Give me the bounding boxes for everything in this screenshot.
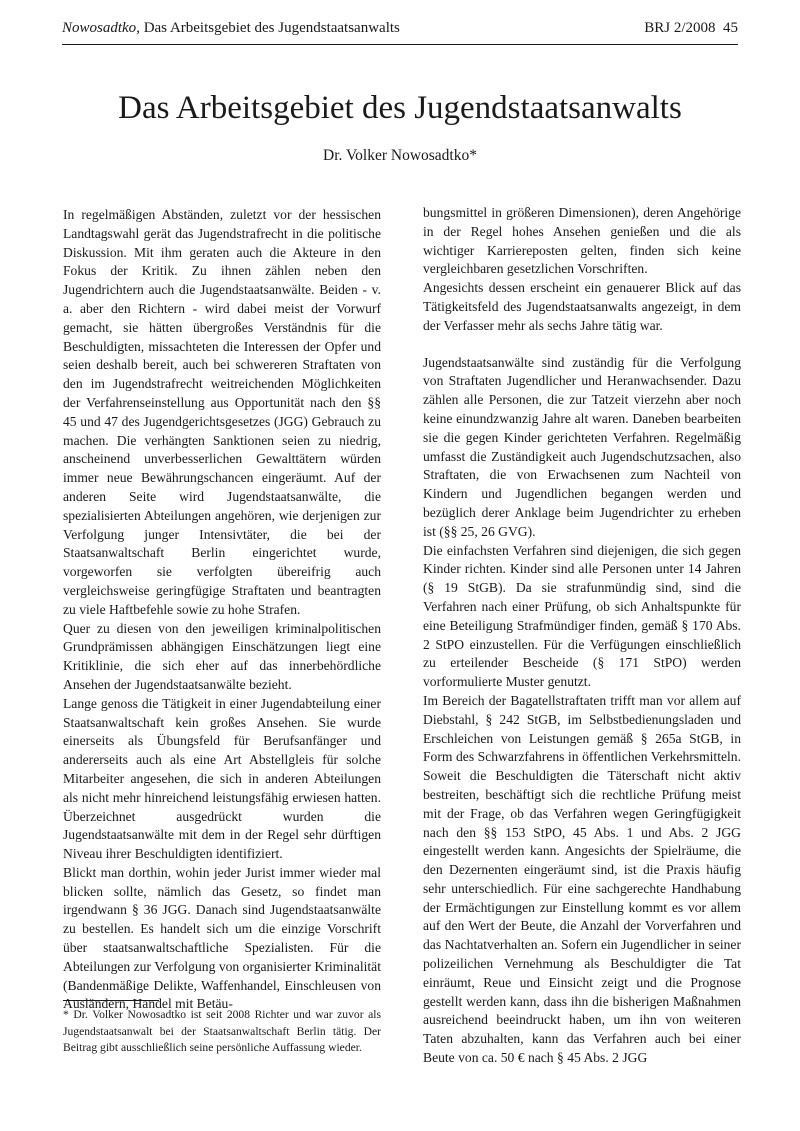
header-separator: , [136, 20, 144, 36]
header-rule [62, 44, 738, 45]
paragraph: Lange genoss die Tätigkeit in einer Jugendabteilung einer Staatsanwaltschaft kein großes Ansehen. Sie wurde einerseits als Übungsfeld für Berufsanfänger und andererseits auch als eine Art Abstellgleis für solche Mitarbeiter angesehen, die sich in anderen Abteilungen als nicht mehr hinreichend leistungsfähig erwiesen hatten. Überzeichnet ausgedrückt wurden die Jugendstaatsanwälte mit dem in der Regel sehr dürftigen Niveau ihrer Beschuldigten identifiziert. [63, 695, 381, 862]
article-byline: Dr. Volker Nowosadtko* [323, 147, 477, 164]
paragraph: bungsmittel in größeren Dimensionen), deren Angehörige in der Regel hohes Ansehen genießen und die als wichtiger Karriereposten gelten, finden sich keine vergleichbaren gesetzlichen Vorschriften. [423, 205, 741, 277]
footnote: * Dr. Volker Nowosadtko ist seit 2008 Richter und war zuvor als Jugendstaatsanwalt bei der Staatsanwaltschaft Berlin tätig. Der Beitrag gibt ausschließlich seine persönliche Auffassung wieder. [63, 1008, 381, 1054]
paragraph: In regelmäßigen Abständen, zuletzt vor der hessischen Landtagswahl gerät das Jugendstrafrecht in die politische Diskussion. Mit ihm geraten auch die Akteure in den Fokus der Kritik. Zu ihnen zählen neben den Jugendrichtern auch die Jugendstaatsanwälte. Beiden - v. a. aber den Richtern - wird dabei meist der Vorwurf gemacht, sie hätten übergroßes Verständnis für die Beschuldigten, missachteten die Interessen der Opfer und seien deshalb bereit, auch bei schwereren Straftaten von den im Jugendstrafrecht weitreichenden Möglichkeiten der Verfahrenseinstellung aus Opportunität nach den §§ 45 und 47 des Jugendgerichtsgesetzes (JGG) Gebrauch zu machen. Die verhängten Sanktionen seien zu niedrig, anscheinend unverbesserlichen Gewalttätern würden immer neue Bewährungschancen eingeräumt. Auf der anderen Seite wird Jugendstaatsanwälte, die spezialisierten Abteilungen angehören, wie derjenigen zur Verfolgung junger Intensivtäter, die bei der Staatsanwaltschaft Berlin eingerichtet wurde, vorgeworfen sie verfolgten übereifrig auch vergleichsweise geringfügige Straftaten und beantragten zu viele Haftbefehle sowie zu hohe Strafen. [63, 207, 381, 617]
paragraph: Quer zu diesen von den jeweiligen kriminalpolitischen Grundprämissen abhängigen Einschätzungen liegt eine Kritiklinie, die sich eher auf das innerbehördliche Ansehen der Jugendstaatsanwälte bezieht. [63, 620, 381, 692]
right-column [423, 204, 741, 1068]
running-header-right [644, 18, 738, 38]
article-title: Das Arbeitsgebiet des Jugendstaatsanwalts [118, 90, 682, 126]
header-running-title: Das Arbeitsgebiet des Jugendstaatsanwalts [143, 20, 400, 36]
running-header-left [62, 18, 400, 38]
footnote-rule [63, 1000, 159, 1001]
running-header [62, 18, 738, 38]
paragraph: Die einfachsten Verfahren sind diejenigen, die sich gegen Kinder richten. Kinder sind alle Personen unter 14 Jahren (§ 19 StGB). Da sie strafunmündig sind, sind die Verfahren nach einer Prüfung, ob sich Anhaltspunkte für eine Beteiligung Strafmündiger finden, gemäß § 170 Abs. 2 StPO einzustellen. Für die Verfügungen einschließlich zu erteilender Bescheide (§ 171 StPO) werden vorformulierte Muster genutzt. [423, 542, 741, 690]
paragraph: Angesichts dessen erscheint ein genauerer Blick auf das Tätigkeitsfeld des Jugendstaatsanwalts angezeigt, in dem der Verfasser mehr als sechs Jahre tätig war. [423, 280, 741, 333]
paragraph: Blickt man dorthin, wohin jeder Jurist immer wieder mal blicken sollte, nämlich das Gesetz, so findet man irgendwann § 36 JGG. Danach sind Jugendstaatsanwälte zu bestellen. Es handelt sich um die einzige Vorschrift über staatsanwaltschaftliche Spezialisten. Für die Abteilungen zur Verfolgung von organisierter Kriminalität (Bandenmäßige Delikte, Waffenhandel, Einschleusen von Ausländern, Handel mit Betäu- [63, 864, 381, 1012]
paragraph: Jugendstaatsanwälte sind zuständig für die Verfolgung von Straftaten Jugendlicher und Heranwachsender. Dazu zählen alle Personen, die zur Tatzeit vierzehn aber noch keine einundzwanzig Jahre alt waren. Daneben bearbeiten sie die gegen Kinder gerichteten Verfahren. Regelmäßig umfasst die Zuständigkeit auch Jugendschutzsachen, also Straftaten, die von Erwachsenen zum Nachteil von Kindern und Jugendlichen begangen werden und bezüglich derer Anklage beim Jugendrichter zu erheben ist (§§ 25, 26 GVG). [423, 354, 741, 539]
header-journal: BRJ 2/2008 [644, 20, 716, 36]
header-page-number: 45 [723, 20, 738, 36]
header-author: Nowosadtko [62, 20, 137, 36]
paragraph: Im Bereich der Bagatellstraftaten trifft man vor allem auf Diebstahl, § 242 StGB, im Selbstbedienungsladen und Erschleichen von Leistungen gemäß § 265a StGB, in Form des Schwarzfahrens in öffentlichen Verkehrsmitteln. Soweit die Beschuldigten die Täterschaft nicht aktiv bestreiten, beschäftigt sich die rechtliche Prüfung meist mit der Frage, ob das Verfahren wegen Geringfügigkeit nach den §§ 153 StPO, 45 Abs. 1 und Abs. 2 JGG eingestellt werden kann. Angesichts der Spielräume, die den Dezernenten eingeräumt sind, ist die Praxis häufig sehr unterschiedlich. Für eine sachgerechte Handhabung der Ermächtigungen zur Einstellung kommt es vor allem auf den Wert der Beute, die Anzahl der Vorverfahren und das Nachtatverhalten an. Sofern ein Jugendlicher in seiner polizeilichen Vernehmung als Beschuldigter die Tat einräumt, Reue und Einsicht zeigt und die Prognose gestellt werden kann, dass ihn die bisherigen Maßnahmen ausreichend beeindruckt haben, um ihn von weiteren Taten abzuhalten, kann das Verfahren auch bei einer Beute von ca. 50 € nach § 45 Abs. 2 JGG [423, 692, 741, 1066]
left-column [63, 206, 381, 1014]
